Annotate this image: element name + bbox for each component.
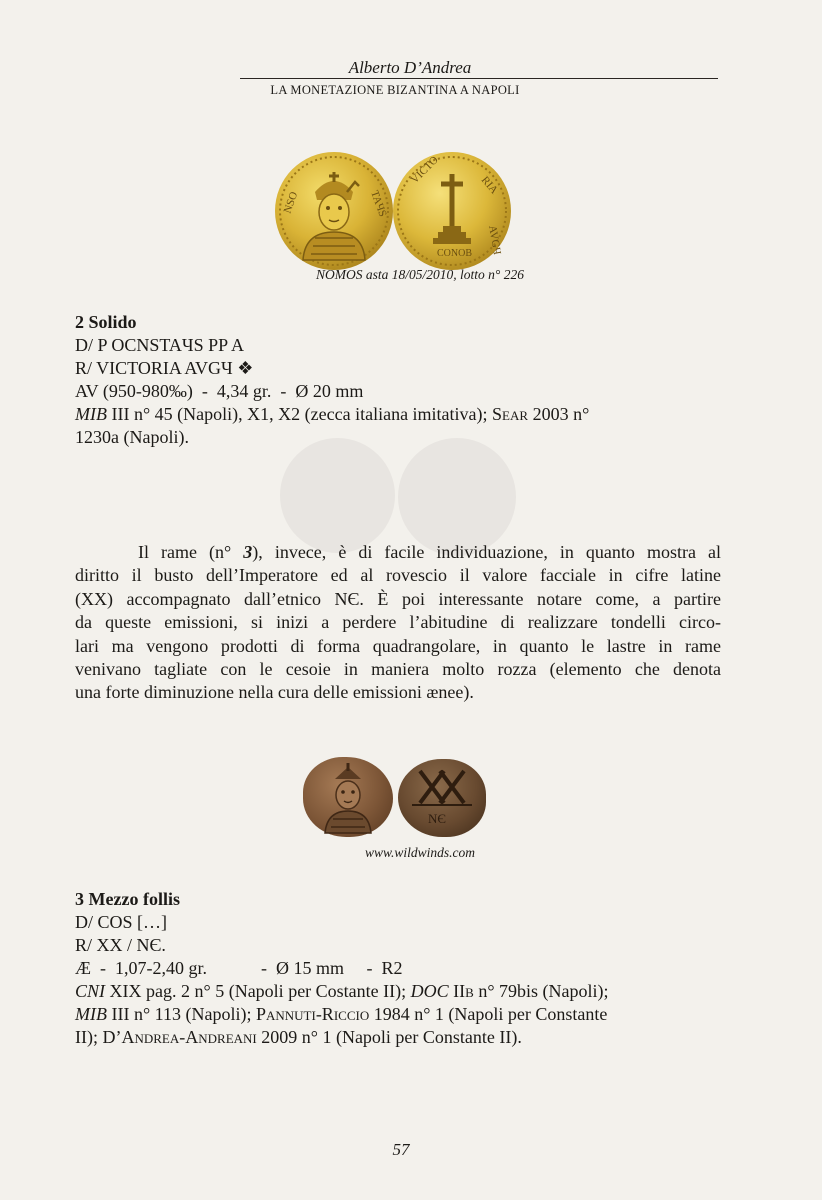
- paragraph-line-5: lari ma vengono prodotti di forma quadrangolare, in quanto le lastre in rame: [75, 635, 721, 656]
- entry-3-mezzo-follis: [75, 888, 725, 1049]
- entry-2-references-line-2: 1230a (Napoli).: [75, 427, 189, 447]
- running-header-title: LA MONETAZIONE BIZANTINA A NAPOLI: [270, 83, 520, 97]
- paragraph-line-1-b: ), invece, è di facile individuazione, in quanto mostra al: [252, 542, 721, 562]
- gold-solidus-obverse-bust-icon: [275, 152, 393, 270]
- entry-2-reverse-legend: R/ VICTORIA AVGЧ ❖: [75, 358, 254, 378]
- svg-text:VICTO: VICTO: [408, 154, 441, 187]
- ghost-coin-left: [280, 438, 395, 553]
- ghost-coin-right: [398, 438, 516, 556]
- entry-3-ref2-text-b: 1984 n° 1 (Napoli per Constante: [369, 1004, 608, 1024]
- gold-solidus-reverse-cross-on-steps-icon: [393, 152, 511, 270]
- entry-3-specs: Æ - 1,07-2,40 gr. - Ø 15 mm - R2: [75, 958, 403, 978]
- entry-3-title: 3 Mezzo follis: [75, 889, 180, 909]
- paragraph-line-1: [75, 541, 721, 564]
- figure-2-caption: www.wildwinds.com: [364, 845, 476, 860]
- entry-2-specs: AV (950-980‰) - 4,34 gr. - Ø 20 mm: [75, 381, 364, 401]
- doc-volume: IIb: [453, 981, 474, 1001]
- svg-text:NЄ: NЄ: [428, 811, 446, 826]
- page-number: 57: [392, 1140, 410, 1159]
- sear-author: Sear: [492, 404, 529, 424]
- entry-3-ref2-text-a: n° 113 (Napoli);: [129, 1004, 256, 1024]
- mib-abbrev-2: MIB: [75, 1004, 107, 1024]
- body-paragraph: [75, 541, 721, 705]
- cni-volume: XIX: [109, 981, 142, 1001]
- entry-3-references-line-2: [75, 1003, 725, 1026]
- paragraph-line-1-number: 3: [243, 542, 253, 562]
- paragraph-line-2: diritto il busto dell’Imperatore ed al rovescio il valore facciale in cifre latine: [75, 565, 721, 586]
- entry-3-ref1-text-a: pag. 2 n° 5 (Napoli per Costante II);: [141, 981, 411, 1001]
- entry-2-obverse-legend: D/ P OCNSTAЧS PP A: [75, 335, 244, 355]
- mib-volume: III: [111, 404, 130, 424]
- entry-3-references-line-3: [75, 1026, 725, 1049]
- paragraph-line-7: una forte diminuzione nella cura delle emissioni ænee).: [75, 682, 474, 703]
- entry-2-ref-text-b: 2003 n°: [528, 404, 590, 424]
- mib-volume-2: III: [111, 1004, 130, 1024]
- dandrea-andreani-author: Andrea-Andreani: [121, 1027, 257, 1047]
- entry-3-references-line-1: [75, 980, 725, 1003]
- svg-text:CONOB: CONOB: [437, 248, 473, 259]
- paragraph-line-4: da queste emissioni, si inizi a perdere l’abitudine di realizzare tondelli circo-: [75, 612, 721, 633]
- figure-1-caption: NOMOS asta 18/05/2010, lotto n° 226: [316, 267, 524, 282]
- entry-3-ref1-text-b: n° 79bis (Napoli);: [473, 981, 609, 1001]
- svg-text:AVGЧ: AVGЧ: [486, 224, 503, 256]
- copper-follis-reverse-xx-icon: [398, 759, 486, 837]
- pannuti-riccio-author: Pannuti-Riccio: [255, 1004, 370, 1024]
- doc-abbrev: DOC: [410, 981, 449, 1001]
- entry-2-references-line-1: [75, 403, 725, 426]
- entry-3-ref3-text-a: II); D’: [75, 1027, 122, 1047]
- svg-text:RIA: RIA: [478, 174, 501, 197]
- svg-text:NSO: NSO: [281, 190, 301, 216]
- running-header-author: Alberto D’Andrea: [348, 58, 472, 77]
- cni-abbrev: CNI: [75, 981, 106, 1001]
- entry-2-title: 2 Solido: [75, 312, 137, 332]
- entry-2-solido: [75, 311, 725, 449]
- entry-3-reverse-legend: R/ XX / NЄ.: [75, 935, 166, 955]
- entry-3-ref3-text-b: 2009 n° 1 (Napoli per Constante II).: [256, 1027, 522, 1047]
- paragraph-line-1-a: Il rame (n°: [138, 542, 244, 562]
- mib-abbrev: MIB: [75, 404, 107, 424]
- entry-3-obverse-legend: D/ COS […]: [75, 912, 168, 932]
- header-rule: [240, 78, 718, 79]
- copper-follis-obverse-bust-icon: [303, 757, 393, 837]
- paragraph-line-6: venivano tagliate con le cesoie in maniera molto rozza (elemento che denota: [75, 659, 721, 680]
- entry-2-ref-text-a: n° 45 (Napoli), X1, X2 (zecca italiana imitativa);: [129, 404, 493, 424]
- svg-text:TAЧS: TAЧS: [368, 188, 389, 219]
- paragraph-line-3: (XX) accompagnato dall’etnico NЄ. È poi interessante notare come, a partire: [75, 588, 721, 609]
